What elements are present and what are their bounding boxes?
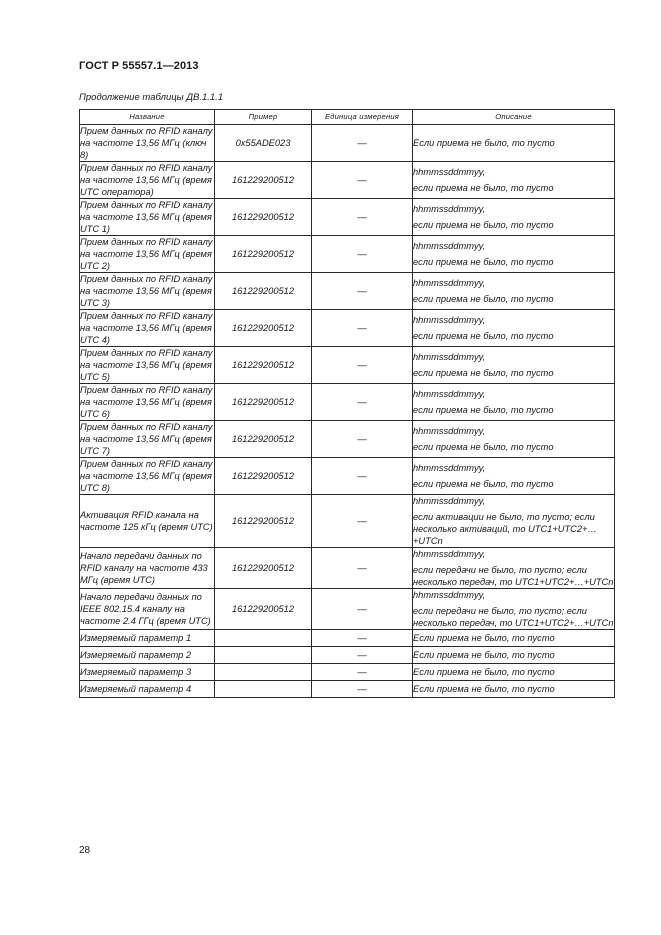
cell-description [413, 589, 615, 630]
cell-unit: — [312, 664, 413, 681]
description-detail: если приема не было, то пусто [413, 220, 554, 230]
description-line: hhmmssddmmyy, [413, 389, 486, 399]
column-header-name: Название [80, 110, 215, 125]
cell-name: Прием данных по RFID каналу на частоте 13,56 МГц (ключ 8) [80, 125, 215, 162]
cell-name: Прием данных по RFID каналу на частоте 13,56 МГц (время UTC 8) [80, 458, 215, 495]
cell-description [413, 647, 615, 664]
cell-unit: — [312, 681, 413, 698]
cell-example: 161229200512 [215, 421, 312, 458]
description-line: hhmmssddmmyy, [413, 496, 486, 506]
cell-description [413, 664, 615, 681]
cell-example: 161229200512 [215, 162, 312, 199]
description-line: hhmmssddmmyy, [413, 426, 486, 436]
cell-unit: — [312, 495, 413, 548]
description-detail: если приема не было, то пусто [413, 368, 554, 378]
header-row [80, 110, 615, 125]
description-detail: если приема не было, то пусто [413, 442, 554, 452]
cell-unit: — [312, 125, 413, 162]
cell-example: 161229200512 [215, 273, 312, 310]
cell-description [413, 347, 615, 384]
column-header-example: Пример [215, 110, 312, 125]
description-detail: если приема не было, то пусто [413, 294, 554, 304]
table-row [80, 647, 615, 664]
cell-unit: — [312, 647, 413, 664]
page-number: 28 [79, 845, 91, 856]
cell-name: Измеряемый параметр 3 [80, 664, 215, 681]
cell-example: 161229200512 [215, 347, 312, 384]
cell-description [413, 236, 615, 273]
cell-example: 161229200512 [215, 458, 312, 495]
description-detail: если приема не было, то пусто [413, 257, 554, 267]
cell-unit: — [312, 458, 413, 495]
document-title: ГОСТ Р 55557.1—2013 [79, 60, 199, 72]
cell-example [215, 681, 312, 698]
cell-name: Измеряемый параметр 1 [80, 630, 215, 647]
table-body [80, 125, 615, 698]
cell-unit: — [312, 273, 413, 310]
cell-unit: — [312, 162, 413, 199]
cell-description [413, 421, 615, 458]
cell-unit: — [312, 347, 413, 384]
description-line: Если приема не было, то пусто [413, 138, 555, 148]
description-line: hhmmssddmmyy, [413, 241, 486, 251]
cell-unit: — [312, 548, 413, 589]
description-line: hhmmssddmmyy, [413, 204, 486, 214]
description-detail: если приема не было, то пусто [413, 479, 554, 489]
cell-name: Начало передачи данных по IEEE 802.15.4 каналу на частоте 2.4 ГГц (время UTC) [80, 589, 215, 630]
description-line: hhmmssddmmyy, [413, 352, 486, 362]
description-line: hhmmssddmmyy, [413, 463, 486, 473]
cell-example: 161229200512 [215, 384, 312, 421]
cell-description [413, 548, 615, 589]
description-detail: если приема не было, то пусто [413, 183, 554, 193]
description-line: Если приема не было, то пусто [413, 633, 555, 643]
cell-description [413, 495, 615, 548]
cell-example [215, 647, 312, 664]
description-detail: если передачи не было, то пусто; если несколько передач, то UTC1+UTC2+…+UTCn [413, 565, 614, 587]
cell-description [413, 310, 615, 347]
cell-unit: — [312, 199, 413, 236]
table-row [80, 162, 615, 199]
table-row [80, 589, 615, 630]
cell-description [413, 162, 615, 199]
cell-name: Измеряемый параметр 4 [80, 681, 215, 698]
cell-name: Начало передачи данных по RFID каналу на частоте 433 МГц (время UTC) [80, 548, 215, 589]
description-detail: если передачи не было, то пусто; если несколько передач, то UTC1+UTC2+…+UTCn [413, 606, 614, 628]
cell-example: 161229200512 [215, 310, 312, 347]
cell-unit: — [312, 421, 413, 458]
cell-name: Активация RFID канала на частоте 125 кГц (время UTC) [80, 495, 215, 548]
description-detail: если приема не было, то пусто [413, 331, 554, 341]
table-row [80, 125, 615, 162]
cell-name: Прием данных по RFID каналу на частоте 13,56 МГц (время UTC 1) [80, 199, 215, 236]
description-line: hhmmssddmmyy, [413, 278, 486, 288]
description-detail: если приема не было, то пусто [413, 405, 554, 415]
cell-example [215, 630, 312, 647]
cell-name: Прием данных по RFID каналу на частоте 13,56 МГц (время UTC 4) [80, 310, 215, 347]
cell-description [413, 199, 615, 236]
description-line: hhmmssddmmyy, [413, 549, 486, 559]
cell-description [413, 384, 615, 421]
cell-example: 161229200512 [215, 548, 312, 589]
description-line: hhmmssddmmyy, [413, 590, 486, 600]
cell-example: 161229200512 [215, 236, 312, 273]
description-line: Если приема не было, то пусто [413, 684, 555, 694]
cell-description [413, 458, 615, 495]
table-row [80, 384, 615, 421]
table-row [80, 458, 615, 495]
cell-unit: — [312, 384, 413, 421]
table-caption: Продолжение таблицы ДВ.1.1.1 [79, 92, 224, 103]
cell-name: Прием данных по RFID каналу на частоте 13,56 МГц (время UTC 6) [80, 384, 215, 421]
table-row [80, 548, 615, 589]
cell-example [215, 664, 312, 681]
cell-example: 0x55ADE023 [215, 125, 312, 162]
table-header [80, 110, 615, 125]
cell-unit: — [312, 630, 413, 647]
table-row [80, 630, 615, 647]
cell-example: 161229200512 [215, 589, 312, 630]
cell-unit: — [312, 589, 413, 630]
cell-name: Прием данных по RFID каналу на частоте 13,56 МГц (время UTC 5) [80, 347, 215, 384]
table-row [80, 273, 615, 310]
description-line: hhmmssddmmyy, [413, 315, 486, 325]
cell-name: Прием данных по RFID каналу на частоте 13,56 МГц (время UTC 2) [80, 236, 215, 273]
table-row [80, 495, 615, 548]
cell-description [413, 273, 615, 310]
cell-name: Прием данных по RFID каналу на частоте 13,56 МГц (время UTC 7) [80, 421, 215, 458]
cell-example: 161229200512 [215, 495, 312, 548]
table-row [80, 421, 615, 458]
cell-unit: — [312, 310, 413, 347]
table-row [80, 199, 615, 236]
description-detail: если активации не было, то пусто; если несколько активаций, то UTC1+UTC2+…+UTCn [413, 512, 597, 546]
cell-name: Прием данных по RFID каналу на частоте 13,56 МГц (время UTC 3) [80, 273, 215, 310]
description-line: hhmmssddmmyy, [413, 167, 486, 177]
cell-example: 161229200512 [215, 199, 312, 236]
cell-description [413, 125, 615, 162]
column-header-unit: Единица измерения [312, 110, 413, 125]
column-header-description: Описание [413, 110, 615, 125]
cell-description [413, 681, 615, 698]
description-line: Если приема не было, то пусто [413, 650, 555, 660]
data-table [79, 109, 615, 698]
table-row [80, 347, 615, 384]
table-row [80, 664, 615, 681]
cell-description [413, 630, 615, 647]
description-line: Если приема не было, то пусто [413, 667, 555, 677]
table-row [80, 310, 615, 347]
table-row [80, 236, 615, 273]
cell-name: Прием данных по RFID каналу на частоте 13,56 МГц (время UTC оператора) [80, 162, 215, 199]
table-row [80, 681, 615, 698]
cell-unit: — [312, 236, 413, 273]
cell-name: Измеряемый параметр 2 [80, 647, 215, 664]
